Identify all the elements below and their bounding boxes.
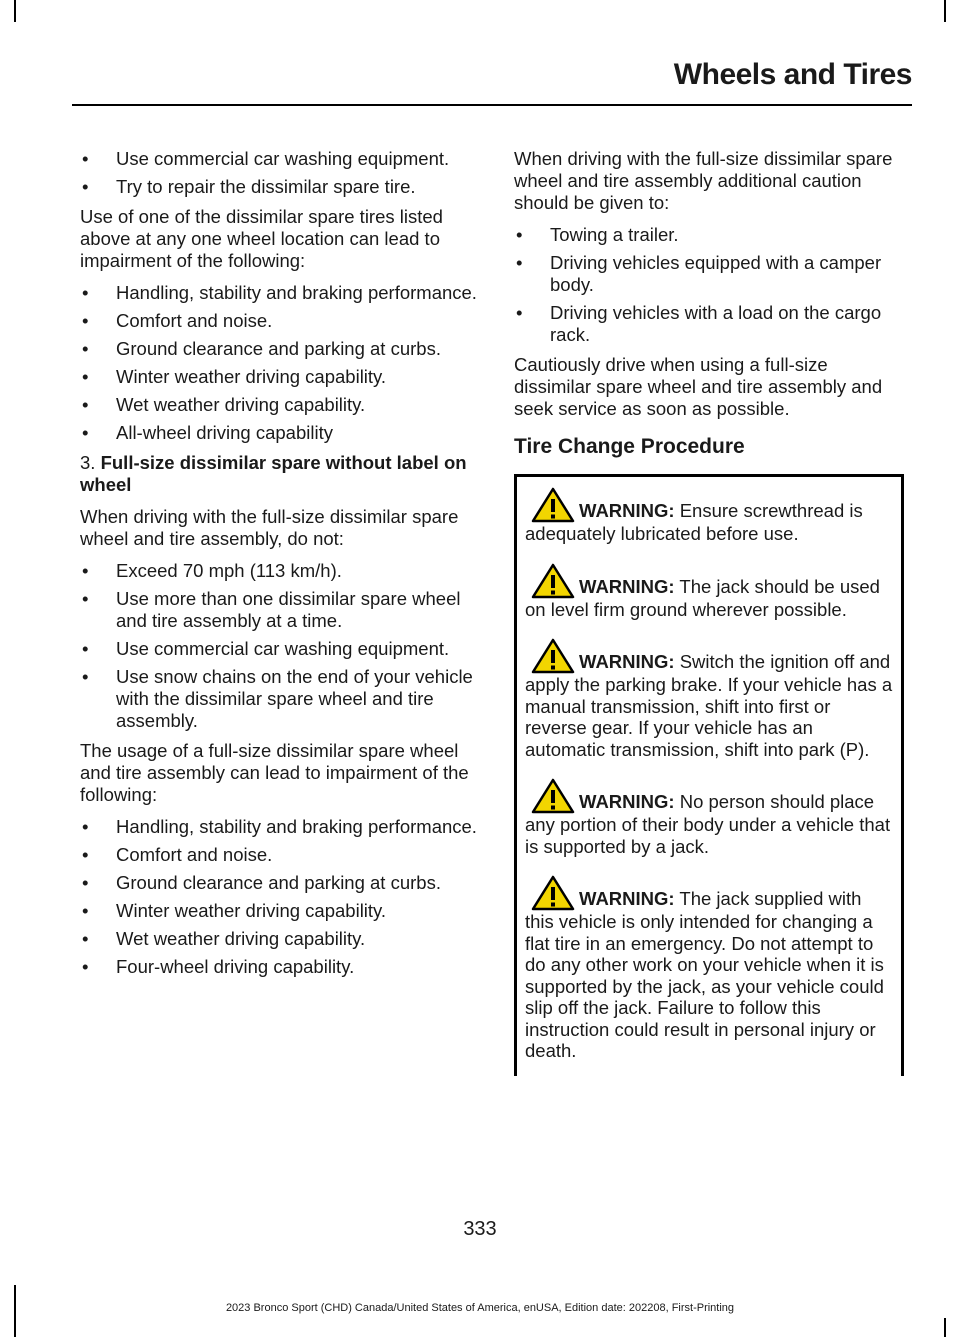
list-item: • Comfort and noise. bbox=[80, 844, 480, 866]
warning-text: Switch the ignition off and apply the parking brake. If your vehicle has a manual transmission, shift into first or reverse gear. If your vehicle has an automatic transmission, shift into park (P). bbox=[525, 651, 893, 760]
footer-text: 2023 Bronco Sport (CHD) Canada/United States of America, enUSA, Edition date: 202208, First-Printing bbox=[225, 1302, 735, 1314]
list-item: • Comfort and noise. bbox=[80, 310, 480, 332]
warning-triangle-icon bbox=[531, 875, 575, 911]
list-item: • Ground clearance and parking at curbs. bbox=[80, 872, 480, 894]
warning-triangle-icon bbox=[531, 487, 575, 523]
list-item: • All-wheel driving capability bbox=[80, 422, 480, 444]
page-number: 333 bbox=[463, 1218, 497, 1240]
warning-item bbox=[525, 638, 895, 760]
header-rule bbox=[72, 104, 912, 106]
warning-triangle-icon bbox=[531, 563, 575, 599]
crop-mark-bottom-right bbox=[944, 1318, 946, 1337]
list-item: • Try to repair the dissimilar spare tire. bbox=[80, 176, 480, 198]
paragraph: Cautiously drive when using a full-size dissimilar spare wheel and tire assembly and seek service as soon as possible. bbox=[514, 354, 883, 419]
warning-triangle-icon bbox=[531, 638, 575, 674]
list-item: • Use snow chains on the end of your vehicle with the dissimilar spare wheel and tire assembly. bbox=[80, 666, 480, 732]
list-item: • Winter weather driving capability. bbox=[80, 366, 480, 388]
paragraph: Use of one of the dissimilar spare tires listed above at any one wheel location can lead to impairment of the following: bbox=[80, 206, 443, 271]
crop-mark-top-right bbox=[944, 0, 946, 22]
list-item: • Driving vehicles equipped with a camper body. bbox=[514, 252, 904, 296]
list-item: • Towing a trailer. bbox=[514, 224, 904, 246]
paragraph: When driving with the full-size dissimilar spare wheel and tire assembly, do not: bbox=[80, 506, 459, 549]
list-item: • Wet weather driving capability. bbox=[80, 394, 480, 416]
subheading bbox=[80, 452, 480, 496]
warning-label: WARNING: bbox=[579, 888, 675, 909]
warning-label: WARNING: bbox=[579, 500, 675, 521]
list-item: • Winter weather driving capability. bbox=[80, 900, 480, 922]
warning-triangle-icon bbox=[531, 778, 575, 814]
bullet-list bbox=[80, 282, 480, 444]
list-item: • Handling, stability and braking performance. bbox=[80, 282, 480, 304]
paragraph: When driving with the full-size dissimilar spare wheel and tire assembly additional caution should be given to: bbox=[514, 148, 893, 213]
warning-text: The jack supplied with this vehicle is only intended for changing a flat tire in an emergency. Do not attempt to do any other work on your vehicle when it is supported by the jack, as your vehicle could slip off the jack. Failure to follow this instruction could result in personal injury or death. bbox=[525, 888, 884, 1061]
crop-mark-top-left bbox=[14, 0, 16, 22]
warning-text: No person should place any portion of their body under a vehicle that is supported by a jack. bbox=[525, 791, 891, 857]
list-item: • Driving vehicles with a load on the cargo rack. bbox=[514, 302, 904, 346]
warning-item bbox=[525, 778, 895, 857]
warning-item bbox=[525, 487, 895, 545]
bullet-list bbox=[80, 560, 480, 732]
warning-box bbox=[514, 474, 904, 1076]
left-column bbox=[80, 148, 480, 986]
list-item: • Wet weather driving capability. bbox=[80, 928, 480, 950]
bullet-list bbox=[80, 148, 480, 198]
bullet-list bbox=[514, 224, 904, 346]
list-item: • Four-wheel driving capability. bbox=[80, 956, 480, 978]
subheading-text: Full-size dissimilar spare without label on wheel bbox=[80, 452, 467, 495]
paragraph: The usage of a full-size dissimilar spare wheel and tire assembly can lead to impairment of the following: bbox=[80, 740, 469, 805]
warning-item bbox=[525, 563, 895, 621]
warning-label: WARNING: bbox=[579, 791, 675, 812]
list-item: • Ground clearance and parking at curbs. bbox=[80, 338, 480, 360]
right-column bbox=[514, 148, 904, 1076]
warning-label: WARNING: bbox=[579, 651, 675, 672]
list-item: • Use commercial car washing equipment. bbox=[80, 638, 480, 660]
list-item: • Use more than one dissimilar spare wheel and tire assembly at a time. bbox=[80, 588, 480, 632]
warning-label: WARNING: bbox=[579, 575, 675, 597]
warning-text: The jack should be used on level firm ground wherever possible. bbox=[525, 575, 880, 620]
bullet-list bbox=[80, 816, 480, 978]
list-item: • Use commercial car washing equipment. bbox=[80, 148, 480, 170]
list-item: • Handling, stability and braking performance. bbox=[80, 816, 480, 838]
warning-item bbox=[525, 875, 895, 1062]
warning-text: Ensure screwthread is adequately lubricated before use. bbox=[525, 500, 863, 544]
page-title: Wheels and Tires bbox=[673, 58, 912, 91]
list-item: • Exceed 70 mph (113 km/h). bbox=[80, 560, 480, 582]
section-title: Tire Change Procedure bbox=[514, 435, 745, 458]
subheading-number: 3. bbox=[80, 452, 96, 473]
